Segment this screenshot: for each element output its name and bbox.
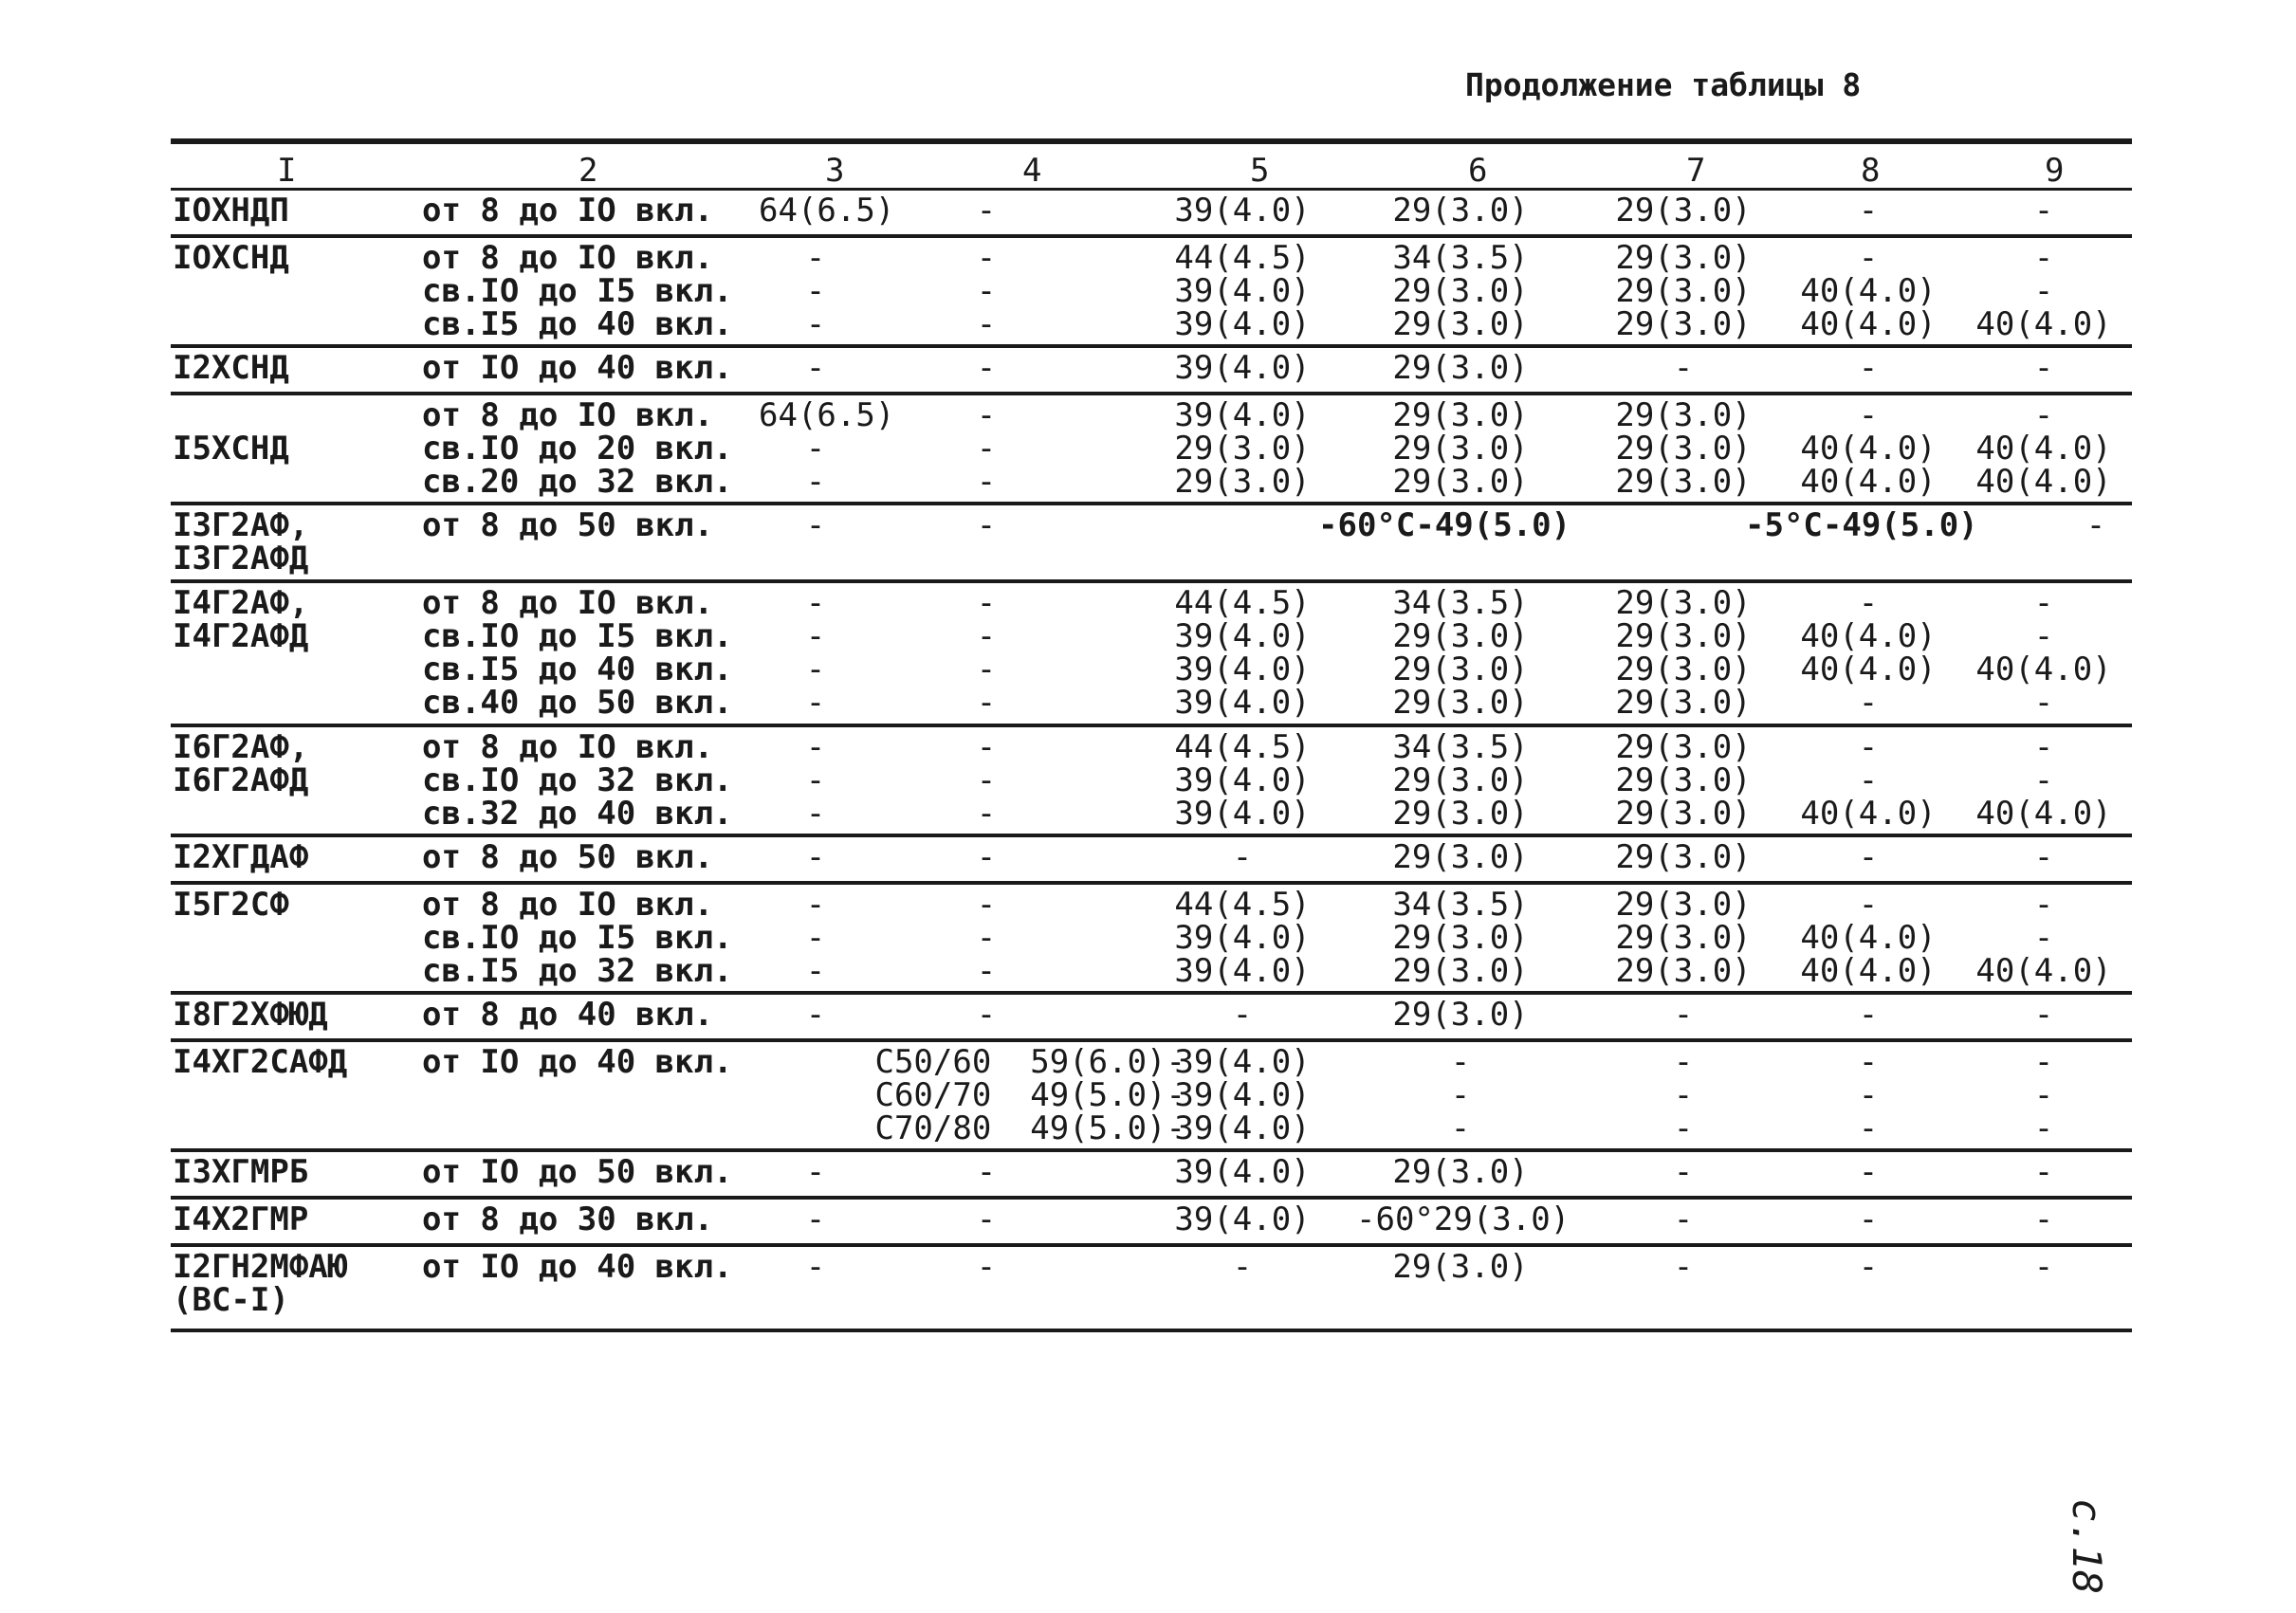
col8-cell: - <box>1858 349 1879 387</box>
col4-cell: - <box>976 1248 997 1286</box>
table-continuation-heading: Продолжение таблицы 8 <box>1465 66 1862 103</box>
grade-cell: I3Г2АФ, I3Г2АФД <box>173 506 309 577</box>
col5-cell: 39(4.0) 29(3.0) 29(3.0) <box>1174 396 1311 501</box>
grade-cell: I4X2ГМР <box>173 1201 309 1238</box>
col6-cell: 29(3.0) <box>1392 1248 1529 1286</box>
thickness-cell: от IO до 40 вкл. <box>422 1043 733 1081</box>
col4-cell: - - - <box>976 239 997 343</box>
col6-cell: 29(3.0) <box>1392 1153 1529 1191</box>
col8-cell: - <box>1858 838 1879 876</box>
table-row <box>171 995 2132 1042</box>
thickness-cell: от IO до 50 вкл. <box>422 1153 733 1191</box>
col8-cell: - <box>1858 1248 1879 1286</box>
col5-cell: 39(4.0) 39(4.0) 39(4.0) <box>1174 1043 1311 1147</box>
thickness-cell: от 8 до 40 вкл. <box>422 996 714 1034</box>
col3-cell: - - - - <box>805 584 826 722</box>
col3-cell: - - - <box>805 239 826 343</box>
col9-cell: - <box>2033 838 2054 876</box>
col7-8-span-cell: -5°C-49(5.0) <box>1745 506 1978 544</box>
col8-cell: - <box>1858 1153 1879 1191</box>
col8-cell: - 40(4.0) 40(4.0) <box>1800 396 1937 501</box>
col9-cell: - - 40(4.0) - <box>1975 584 2112 722</box>
table-row <box>171 505 2132 583</box>
col8-cell: - 40(4.0) 40(4.0) <box>1800 886 1937 990</box>
col6-cell: 29(3.0) <box>1392 838 1529 876</box>
col6-cell: 29(3.0) <box>1392 996 1529 1034</box>
col9-cell: - <box>2033 1153 2054 1191</box>
col8-cell: - 40(4.0) 40(4.0) <box>1800 239 1937 343</box>
grade-cell: IOXHДП <box>173 192 289 229</box>
col4-cell: - - - - <box>976 584 997 722</box>
col9-cell: - <box>2033 1248 2054 1286</box>
table-row <box>171 1247 2132 1332</box>
col3-cell: 64(6.5) <box>759 192 895 229</box>
col6-cell: - - - <box>1450 1043 1471 1147</box>
col4-cell: - <box>976 506 997 544</box>
grade-cell: I8Г2ХФЮД <box>173 996 328 1034</box>
col6-cell: 29(3.0) <box>1392 192 1529 229</box>
thickness-cell: от 8 до IO вкл. <box>422 192 714 229</box>
header-col-5: 5 <box>1250 152 1270 190</box>
table-row <box>171 583 2132 727</box>
col8-cell: - <box>1858 192 1879 229</box>
col9-cell: - - 40(4.0) <box>1975 239 2112 343</box>
col7-cell: 29(3.0) <box>1615 838 1752 876</box>
col7-cell: - <box>1673 349 1694 387</box>
page-number: c.18 <box>2064 1498 2110 1595</box>
col6-cell: 34(3.5) 29(3.0) 29(3.0) <box>1392 239 1529 343</box>
col5-cell: 44(4.5) 39(4.0) 39(4.0) <box>1174 886 1311 990</box>
col7-cell: 29(3.0) 29(3.0) 29(3.0) 29(3.0) <box>1615 584 1752 722</box>
col9-cell: - <box>2033 192 2054 229</box>
grade-cell: IOXCHД <box>173 239 289 277</box>
header-col-2: 2 <box>579 152 598 190</box>
col9-cell: - <box>2033 996 2054 1034</box>
col5-cell: - <box>1232 996 1253 1034</box>
col4-cell: - - - <box>976 396 997 501</box>
col5-cell: 44(4.5) 39(4.0) 39(4.0) <box>1174 239 1311 343</box>
col6-cell: 29(3.0) <box>1392 349 1529 387</box>
header-col-8: 8 <box>1861 152 1881 190</box>
col7-cell: 29(3.0) <box>1615 192 1752 229</box>
table-row <box>171 1152 2132 1200</box>
col5-cell: 44(4.5) 39(4.0) 39(4.0) 39(4.0) <box>1174 584 1311 722</box>
grade-cell: I4XГ2САФД <box>173 1043 348 1081</box>
col7-cell: - <box>1673 1201 1694 1238</box>
col3-cell: - <box>805 996 826 1034</box>
table-row <box>171 191 2132 238</box>
col7-cell: 29(3.0) 29(3.0) 29(3.0) <box>1615 728 1752 833</box>
col7-cell: - - - <box>1673 1043 1694 1147</box>
col6-cell: 34(3.5) 29(3.0) 29(3.0) <box>1392 886 1529 990</box>
col7-cell: 29(3.0) 29(3.0) 29(3.0) <box>1615 396 1752 501</box>
grade-cell: I4Г2АФ, I4Г2АФД <box>173 584 309 655</box>
col4-cell: - <box>976 192 997 229</box>
col5-cell: 39(4.0) <box>1174 349 1311 387</box>
header-col-1: I <box>277 152 297 190</box>
col5-cell: 39(4.0) <box>1174 1153 1311 1191</box>
col3-cell: - <box>805 838 826 876</box>
col6-cell: 34(3.5) 29(3.0) 29(3.0) <box>1392 728 1529 833</box>
col8-cell: - <box>1858 1201 1879 1238</box>
header-col-6: 6 <box>1468 152 1488 190</box>
col3-cell: - - - <box>805 728 826 833</box>
thickness-cell: от 8 до 50 вкл. <box>422 506 714 544</box>
col6-cell: 29(3.0) 29(3.0) 29(3.0) <box>1392 396 1529 501</box>
thickness-cell: от 8 до IO вкл. св.IO до 32 вкл. св.32 до 40 вкл. <box>422 728 733 833</box>
col9-cell: - 40(4.0) 40(4.0) <box>1975 396 2112 501</box>
col8-cell: - - 40(4.0) <box>1800 728 1937 833</box>
grade-cell: I2XCHД <box>173 349 289 387</box>
col3-cell: - <box>805 1201 826 1238</box>
col9-cell: - - 40(4.0) <box>1975 728 2112 833</box>
col6-cell: 34(3.5) 29(3.0) 29(3.0) 29(3.0) <box>1392 584 1529 722</box>
table-row <box>171 238 2132 348</box>
col8-cell: - - - <box>1858 1043 1879 1147</box>
col4-cell: - - - <box>976 886 997 990</box>
col6-cell: -60°29(3.0) <box>1356 1201 1570 1238</box>
col9-cell: - - 40(4.0) <box>1975 886 2112 990</box>
col4-cell: - <box>976 1201 997 1238</box>
col3-cell: - <box>805 349 826 387</box>
table-row <box>171 885 2132 995</box>
col6-7-span-cell: -60°C-49(5.0) <box>1318 506 1571 544</box>
col5-cell: - <box>1232 838 1253 876</box>
grade-cell: I2ГH2МФАЮ (ВС-I) <box>173 1248 348 1319</box>
table-row <box>171 727 2132 837</box>
col9-cell: - <box>2033 349 2054 387</box>
thickness-cell: от 8 до 30 вкл. <box>422 1201 714 1238</box>
col7-cell: 29(3.0) 29(3.0) 29(3.0) <box>1615 239 1752 343</box>
col5-cell: 39(4.0) <box>1174 1201 1311 1238</box>
col5-cell: - <box>1232 1248 1253 1286</box>
col5-cell: 39(4.0) <box>1174 192 1311 229</box>
col3-cell: - <box>805 506 826 544</box>
grade-cell: I5XCHД <box>173 430 289 467</box>
col3-cell: - <box>805 1153 826 1191</box>
col4-cell: - <box>976 996 997 1034</box>
thickness-cell: от 8 до 50 вкл. <box>422 838 714 876</box>
col7-cell: - <box>1673 1153 1694 1191</box>
col8-cell: - <box>1858 996 1879 1034</box>
grade-cell: I6Г2АФ, I6Г2АФД <box>173 728 309 799</box>
grade-cell: I2XГДАФ <box>173 838 309 876</box>
header-row <box>171 144 2132 188</box>
thickness-cell: от 8 до IO вкл. св.IO до 20 вкл. св.20 до 32 вкл. <box>422 396 733 501</box>
col9-cell: - <box>2033 1201 2054 1238</box>
col4-cell: - - - <box>976 728 997 833</box>
grade-cell: I3XГМРБ <box>173 1153 309 1191</box>
grade-cell: I5Г2СФ <box>173 886 289 924</box>
table-row <box>171 1200 2132 1247</box>
header-col-9: 9 <box>2045 152 2065 190</box>
col4-cell: - <box>976 838 997 876</box>
col3-cell: - <box>805 1248 826 1286</box>
table-row <box>171 1042 2132 1152</box>
header-col-7: 7 <box>1686 152 1706 190</box>
col8-cell: - 40(4.0) 40(4.0) - <box>1800 584 1937 722</box>
col4-cell: - <box>976 349 997 387</box>
col7-cell: - <box>1673 1248 1694 1286</box>
col3-4-cell: C50/60 59(6.0)- C60/70 49(5.0)- C70/80 49(5.0)- <box>874 1043 1185 1147</box>
table-row <box>171 837 2132 885</box>
col9-cell: - <box>2085 506 2106 544</box>
thickness-cell: от IO до 40 вкл. <box>422 1248 733 1286</box>
col9-cell: - - - <box>2033 1043 2054 1147</box>
table-row <box>171 348 2132 395</box>
table-row <box>171 395 2132 505</box>
col4-cell: - <box>976 1153 997 1191</box>
thickness-cell: от 8 до IO вкл. св.IO до I5 вкл. св.I5 до 40 вкл. св.40 до 50 вкл. <box>422 584 733 722</box>
thickness-cell: от 8 до IO вкл. св.IO до I5 вкл. св.I5 до 40 вкл. <box>422 239 733 343</box>
col7-cell: - <box>1673 996 1694 1034</box>
col7-cell: 29(3.0) 29(3.0) 29(3.0) <box>1615 886 1752 990</box>
col5-cell: 44(4.5) 39(4.0) 39(4.0) <box>1174 728 1311 833</box>
col3-cell: - - - <box>805 886 826 990</box>
header-col-3: 3 <box>825 152 845 190</box>
data-table <box>171 138 2132 1332</box>
thickness-cell: от IO до 40 вкл. <box>422 349 733 387</box>
col3-cell: 64(6.5) - - <box>759 396 895 501</box>
header-col-4: 4 <box>1022 152 1042 190</box>
thickness-cell: от 8 до IO вкл. св.IO до I5 вкл. св.I5 до 32 вкл. <box>422 886 733 990</box>
